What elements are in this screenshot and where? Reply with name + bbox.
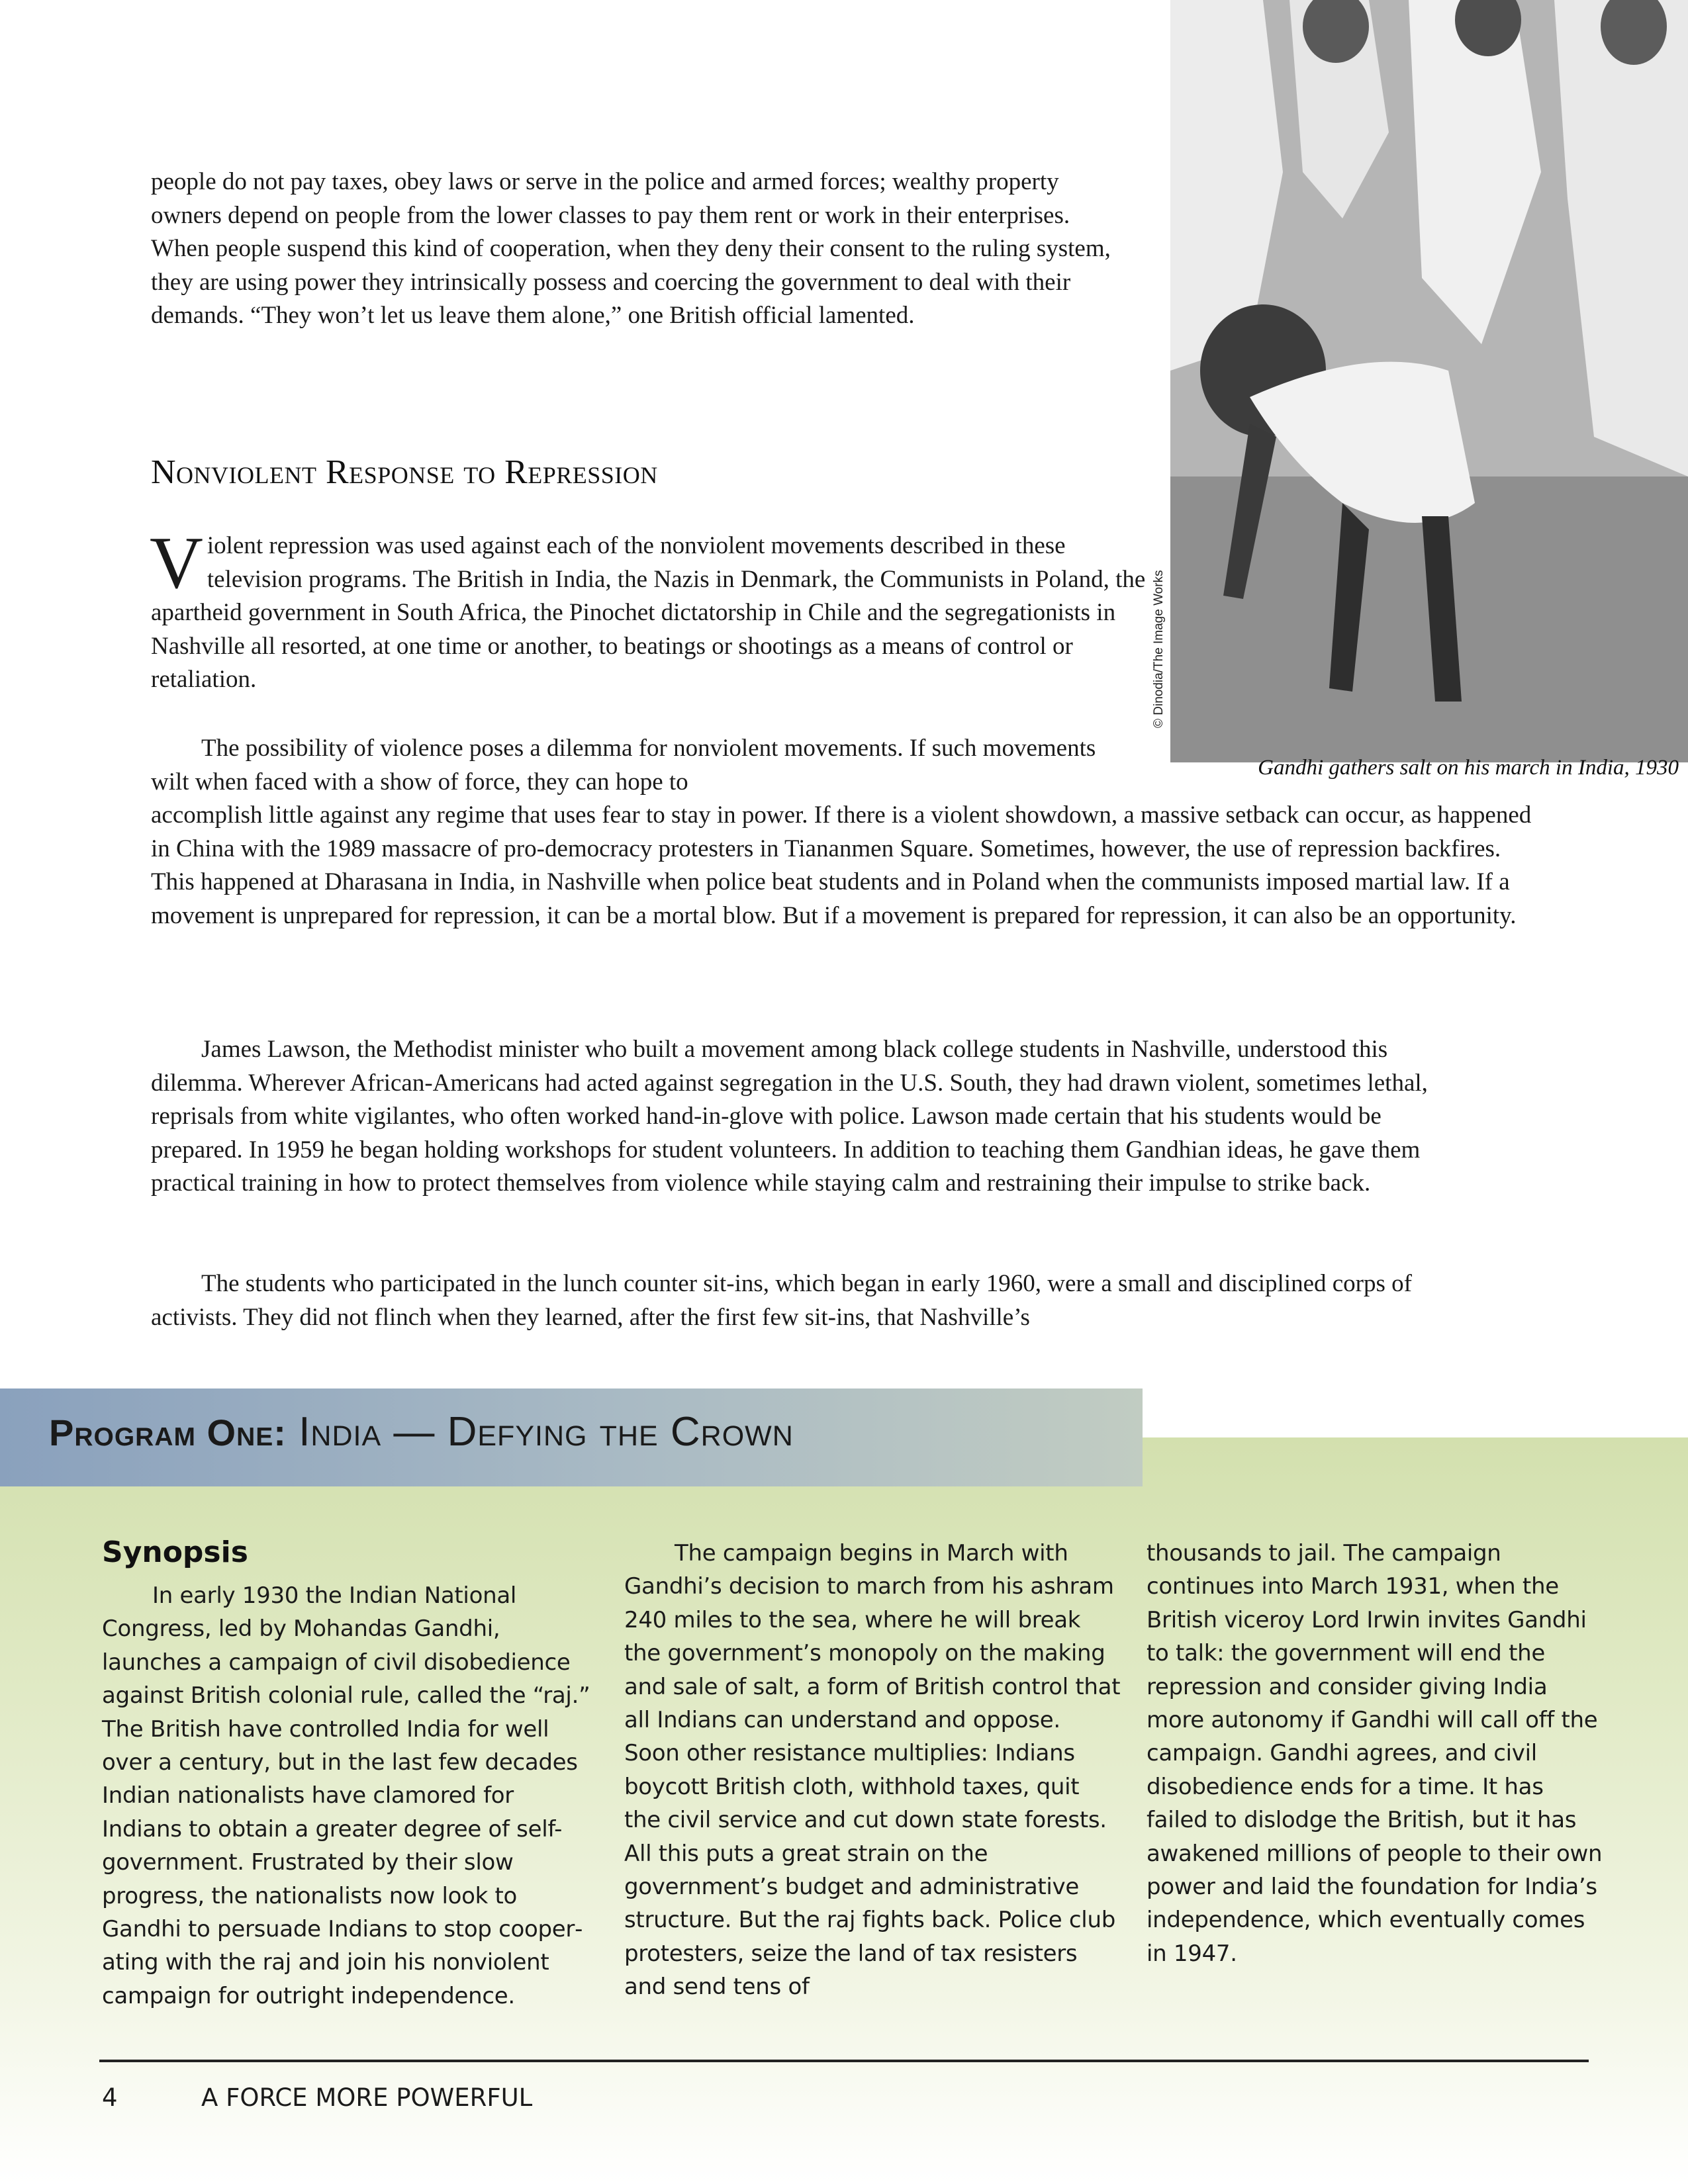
synopsis-heading: Synopsis — [102, 1535, 248, 1569]
synopsis-column-1: In early 1930 the Indian National Congress, led by Mohandas Gandhi, launches a campaign of civil disobedience against British colonial rule, called the “raj.” The British have controlled India for well over a century, but in the last few decades Indian nationalists have clamored for Indians to obtain a greater degree of self-government. Frustrated by their slow progress, the nationalists now look to Gandhi to persuade Indians to stop cooperating with the raj and join his nonviolent campaign for outright independence. — [102, 1582, 590, 2009]
intro-paragraph: people do not pay taxes, obey laws or serve in the police and armed forces; wealthy property owners depend on people from the lower classes to pay them rent or work in their enterprises. When people suspend this kind of cooperation, when they deny their consent to the ruling system, they are using power they intrinsically possess and coercing the government to deal with their demands. “They won’t let us leave them alone,” one British official lamented. — [151, 168, 1111, 329]
photo-caption: Gandhi gathers salt on his march in India, 1930 — [1258, 756, 1679, 780]
program-title — [49, 1408, 794, 1455]
paragraph-2b: accomplish little against any regime that uses fear to stay in power. If there is a violent showdown, a massive setback can occur, as happened in China with the 1989 massacre of pro-democracy protesters in Tiananmen Square. Sometimes, however, the use of repression backfires. This happened at Dharasana in India, in Nashville when police beat students and in Poland when the communists imposed martial law. If a movement is unprepared for repression, it can be a mortal blow. But if a movement is prepared for repression, it can also be an opportunity. — [151, 801, 1532, 929]
synopsis-column-2: The campaign begins in March with Gandhi’s decision to march from his ashram 240 miles to the sea, where he will break the government’s monopoly on the making and sale of salt, a form of British control that all Indians can understand and oppose. Soon other resistance multiplies: Indians boycott British cloth, withhold taxes, quit the civil service and cut down state forests. All this puts a great strain on the government’s budget and administrative structure. But the raj fights back. Police club protesters, seize the land of tax resisters and send tens of — [624, 1540, 1121, 2001]
photo-illustration — [1170, 0, 1688, 762]
paragraph-4: The students who participated in the lunch counter sit-ins, which began in early 1960, were a small and disciplined corps of activists. They did not flinch when they learned, after the first few sit-ins, that Nashville’s — [151, 1270, 1412, 1331]
paragraph-1-text: iolent repression was used against each of the nonviolent movements described in these television programs. The British in India, the Nazis in Denmark, the Communists in Poland, the apartheid government in South Africa, the Pinochet dictatorship in Chile and the segregationists in Nashville all resorted, at one time or another, to beatings or shootings as a means of control or retaliation. — [151, 532, 1146, 693]
gandhi-photo — [1170, 0, 1688, 762]
program-label: Program One: — [49, 1412, 287, 1453]
footer-rule — [99, 2060, 1589, 2062]
paragraph-1 — [150, 522, 1150, 697]
paragraph-2a: The possibility of violence poses a dilemma for nonviolent movements. If such movements wilt when faced with a show of force, they can hope to — [151, 735, 1096, 796]
program-name: India — Defying the Crown — [299, 1409, 794, 1455]
paragraph-3: James Lawson, the Methodist minister who built a movement among black college students in Nashville, understood this dilemma. Wherever African-Americans had acted against segregation in the U.S. South, they had drawn violent, sometimes lethal, reprisals from white vigilantes, who often worked hand-in-glove with police. Lawson made certain that his students would be prepared. In 1959 he began holding workshops for student volunteers. In addition to teaching them Gandhian ideas, he gave them practical training in how to protect themselves from violence while staying calm and restraining their impulse to strike back. — [151, 1036, 1428, 1197]
synopsis-column-3: thousands to jail. The campaign continues into March 1931, when the British viceroy Lord Irwin invites Gandhi to talk: the government will end the repression and consider giving India more autonomy if Gandhi will call off the campaign. Gandhi agrees, and civil disobedience ends for a time. It has failed to dislodge the British, but it has awakened millions of people to their own power and laid the foundation for India’s independence, which eventually comes in 1947. — [1147, 1540, 1603, 1967]
section-heading: Nonviolent Response to Repression — [151, 453, 658, 491]
running-title: A FORCE MORE POWERFUL — [201, 2083, 533, 2112]
page-number: 4 — [102, 2083, 118, 2112]
drop-cap: V — [150, 522, 203, 604]
photo-credit: © Dinodia/The Image Works — [1152, 570, 1166, 728]
